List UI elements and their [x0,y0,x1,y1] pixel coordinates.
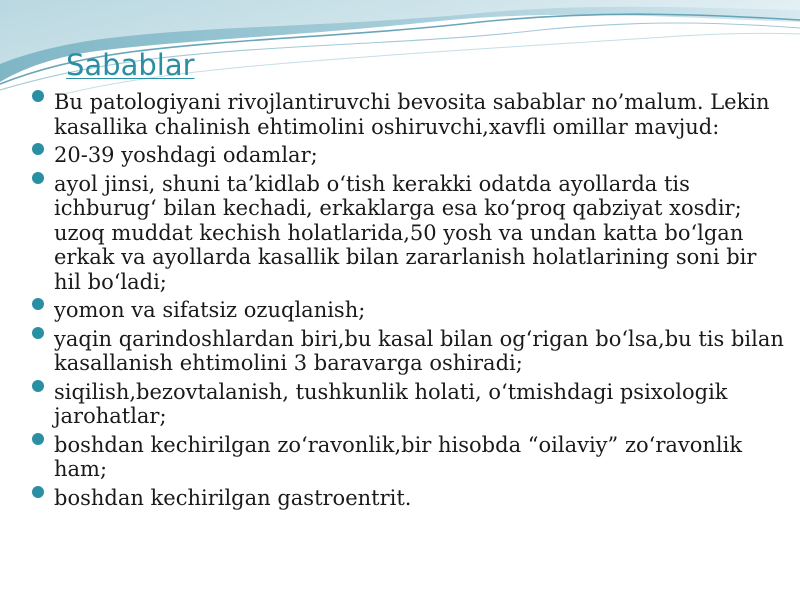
bullet-item [30,172,790,295]
bullet-text: yomon va sifatsiz ozuqlanish; [54,298,366,322]
bullet-icon [32,486,44,498]
bullet-item [30,380,790,429]
bullet-text: siqilish,bezovtalanish, tushkunlik holati, o‘tmishdagi psixologik jarohatlar; [54,379,728,428]
bullet-item [30,486,790,511]
bullet-icon [32,327,44,339]
bullet-icon [32,90,44,102]
slide-title: Sabablar [66,48,195,82]
bullet-text: Bu patologiyani rivojlantiruvchi bevosita sabablar no’malum. Lekin kasallika chalinish ehtimolini oshiruvchi,xavfli omillar mavjud: [54,90,770,139]
bullet-item [30,90,790,139]
bullet-item [30,327,790,376]
bullet-icon [32,380,44,392]
bullet-text: boshdan kechirilgan zo‘ravonlik,bir hisobda “oilaviy” zo‘ravonlik ham; [54,432,743,481]
bullet-item [30,433,790,482]
bullet-item [30,143,790,168]
bullet-text: 20-39 yoshdagi odamlar; [54,143,318,167]
bullet-icon [32,172,44,184]
bullet-text: ayol jinsi, shuni ta’kidlab o‘tish kerakki odatda ayollarda tis ichburug‘ bilan kechadi, erkaklarga esa ko‘proq qabziyat xosdir; uzoq muddat kechish holatlarida,50 yosh va undan katta bo‘lgan erkak va ayollarda kasallik bilan zararlanish holatlarining soni bir hil bo‘ladi; [54,171,757,294]
bullet-icon [32,143,44,155]
bullet-icon [32,433,44,445]
bullet-icon [32,298,44,310]
bullet-text: yaqin qarindoshlardan biri,bu kasal bilan og‘rigan bo‘lsa,bu tis bilan kasallanish ehtimolini 3 baravarga oshiradi; [54,326,784,375]
bullet-text: boshdan kechirilgan gastroentrit. [54,485,412,510]
bullet-item [30,298,790,323]
bullet-list [30,90,790,514]
